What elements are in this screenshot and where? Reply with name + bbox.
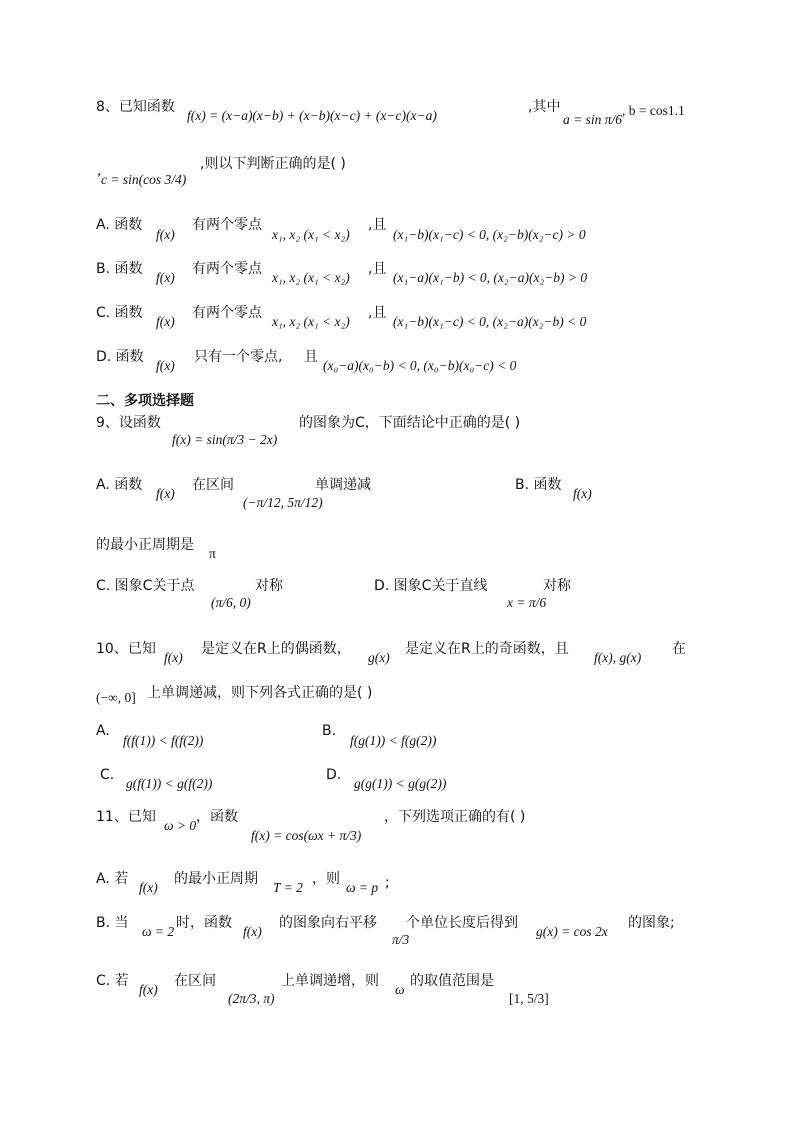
q11-option-c-text1: 在区间 (174, 973, 216, 989)
q8-option-d-text: 只有一个零点, (194, 349, 283, 365)
q9-option-c-tail: 对称 (255, 578, 283, 594)
q8-option-b-text: 有两个零点 (192, 261, 262, 277)
q8-option-c-label: C. 函数 (96, 305, 143, 321)
q11-option-b-fx: f(x) (243, 924, 262, 939)
q9-option-a-text: 在区间 (192, 477, 234, 493)
q8-option-c-text: 有两个零点 (192, 305, 262, 321)
q8-option-a-fx: f(x) (156, 227, 175, 242)
q11-option-b-text3: 个单位长度后得到 (406, 915, 518, 931)
q10-label: 10、已知 (96, 641, 156, 657)
q8-function-definition: f(x) = (x−a)(x−b) + (x−b)(x−c) + (x−c)(x−a) (187, 108, 437, 123)
q11-option-b-label: B. 当 (96, 915, 129, 931)
q10-fx-gx: f(x), g(x) (594, 650, 642, 665)
q8-option-a-text: 有两个零点 (192, 217, 262, 233)
q11-function: f(x) = cos(ωx + π/3) (251, 828, 362, 843)
q10-gx: g(x) (368, 650, 390, 665)
q8-b-definition: , b = cos1.1 (622, 103, 685, 118)
q10-option-a-expr: f(f(1)) < f(f(2)) (123, 733, 204, 748)
q8-label: 8、已知函数 (96, 99, 175, 115)
q11-option-b-omega: ω = 2 (142, 924, 175, 939)
q8-option-b-condition: (x₁−a)(x₁−b) < 0, (x₂−a)(x₂−b) > 0 (393, 270, 588, 285)
q11-option-c-fx: f(x) (139, 982, 158, 997)
q11-option-b-text2: 的图象向右平移 (279, 915, 377, 931)
q8-option-c-condition: (x₁−b)(x₁−c) < 0, (x₂−a)(x₂−b) < 0 (393, 314, 587, 329)
q9-option-d-tail: 对称 (543, 578, 571, 594)
q9-label: 9、设函数 (96, 415, 161, 431)
q11-question-tail: ，下列选项正确的有( ) (384, 809, 526, 825)
q9-option-b-pi: π (209, 546, 216, 561)
q11-option-a-ze: ，则 (312, 871, 340, 887)
q9-option-d-line: x = π/6 (507, 595, 547, 610)
q11-option-a-text: 的最小正周期 (174, 871, 258, 887)
q10-option-b-expr: f(g(1)) < f(g(2)) (350, 733, 437, 748)
q11-option-b-text4: 的图象; (628, 915, 675, 931)
q9-option-a-interval: (−π/12, 5π/12) (243, 495, 323, 510)
q10-question-tail: 上单调递减，则下列各式正确的是( ) (147, 685, 373, 701)
q8-option-d-fx: f(x) (156, 358, 175, 373)
q8-c-definition: c = sin(cos 3/4) (101, 172, 187, 187)
q10-option-b-label: B. (322, 723, 337, 739)
q8-a-definition: a = sin π/6 (563, 112, 623, 127)
q11-option-a-result: ω = p (346, 880, 379, 895)
q11-option-c-text2: 上单调递增，则 (281, 973, 379, 989)
q11-option-a-fx: f(x) (139, 880, 158, 895)
q11-option-a-label: A. 若 (96, 871, 129, 887)
q10-option-c-label: C. (100, 767, 115, 783)
q8-option-b-fx: f(x) (156, 270, 175, 285)
q9-option-a-fx: f(x) (156, 486, 175, 501)
q9-option-a-tail: 单调递减 (315, 477, 371, 493)
q9-option-b-label: B. 函数 (515, 477, 562, 493)
q8-option-c-qie: ,且 (368, 305, 387, 321)
q10-interval: (−∞, 0] (96, 690, 136, 705)
q8-option-d-label: D. 函数 (96, 349, 144, 365)
q8-option-c-fx: f(x) (156, 314, 175, 329)
q9-option-c-label: C. 图象C关于点 (96, 578, 195, 594)
q10-text-even: 是定义在R上的偶函数， (201, 641, 351, 657)
q8-option-c-zeros: x₁, x₂ (x₁ < x₂) (272, 314, 350, 329)
q11-option-b-shift: π/3 (392, 932, 410, 947)
section-title-multiple-choice: 二、多项选择题 (96, 393, 194, 409)
q10-fx: f(x) (164, 650, 183, 665)
q8-option-d-qie: 且 (304, 349, 318, 365)
q8-question-tail: ,则以下判断正确的是( ) (200, 156, 346, 172)
q11-omega-condition: ω > 0 (164, 818, 197, 833)
q8-comma: , (97, 163, 102, 179)
q10-text-zai: 在 (672, 641, 686, 657)
q9-option-b-text: 的最小正周期是 (96, 537, 194, 553)
q9-option-c-point: (π/6, 0) (211, 595, 251, 610)
q9-question-tail: 的图象为C，下面结论中正确的是( ) (299, 415, 521, 431)
q11-option-a-period: T = 2 (273, 880, 303, 895)
q10-text-odd: 是定义在R上的奇函数，且 (405, 641, 569, 657)
q8-option-b-qie: ,且 (368, 261, 387, 277)
q11-option-c-text3: 的取值范围是 (410, 973, 494, 989)
q11-text-function: ，函数 (196, 809, 238, 825)
q10-option-d-label: D. (326, 767, 342, 783)
q9-option-b-fx: f(x) (573, 486, 592, 501)
q9-option-a-label: A. 函数 (96, 477, 143, 493)
q8-option-a-condition: (x₁−b)(x₁−c) < 0, (x₂−b)(x₂−c) > 0 (393, 227, 586, 242)
q10-option-d-expr: g(g(1)) < g(g(2)) (354, 776, 447, 791)
q8-qizhong-text: ,其中 (528, 99, 561, 115)
q9-option-d-label: D. 图象C关于直线 (374, 578, 488, 594)
q11-option-a-end: ; (385, 875, 390, 891)
q11-option-c-omega: ω (395, 982, 405, 997)
q8-option-d-condition: (x₀−a)(x₀−b) < 0, (x₀−b)(x₀−c) < 0 (323, 358, 517, 373)
q9-function: f(x) = sin(π/3 − 2x) (172, 432, 278, 447)
q11-label: 11、已知 (96, 809, 156, 825)
q8-option-b-label: B. 函数 (96, 261, 143, 277)
q10-option-c-expr: g(f(1)) < g(f(2)) (126, 776, 213, 791)
q8-option-b-zeros: x₁, x₂ (x₁ < x₂) (272, 270, 350, 285)
q11-option-c-interval: (2π/3, π) (228, 991, 275, 1006)
q11-option-b-text1: 时，函数 (176, 915, 232, 931)
q11-option-c-range: [1, 5/3] (509, 991, 549, 1006)
q10-option-a-label: A. (96, 723, 110, 739)
q8-option-a-qie: ,且 (368, 217, 387, 233)
q8-option-a-label: A. 函数 (96, 217, 143, 233)
q11-option-b-gx: g(x) = cos 2x (536, 924, 608, 939)
q8-option-a-zeros: x₁, x₂ (x₁ < x₂) (272, 227, 350, 242)
q11-option-c-label: C. 若 (96, 973, 129, 989)
